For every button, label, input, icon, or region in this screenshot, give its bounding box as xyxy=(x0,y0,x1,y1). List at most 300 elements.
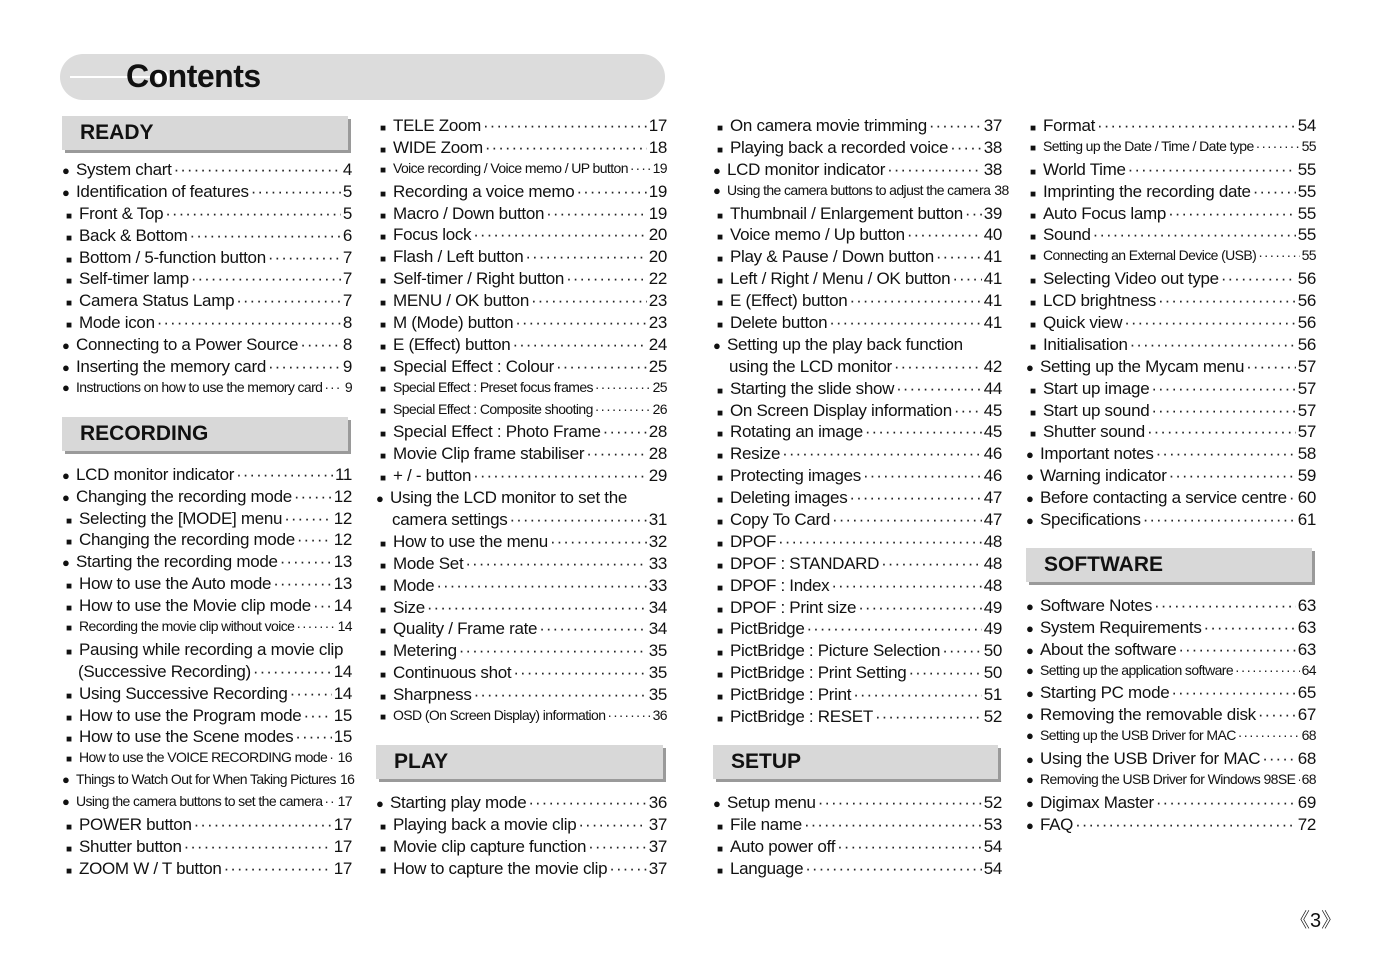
toc-entry[interactable] xyxy=(1026,727,1316,749)
toc-entry[interactable] xyxy=(1026,116,1316,138)
toc-entry-page: 55 xyxy=(1301,137,1316,154)
toc-entry[interactable] xyxy=(713,532,1002,554)
toc-entry-label: DPOF : Index xyxy=(730,575,830,595)
toc-entry-label: ZOOM W / T button xyxy=(79,858,222,878)
toc-entry[interactable] xyxy=(1026,247,1316,269)
toc-entry-label: PictBridge : RESET xyxy=(730,707,873,727)
toc-entry[interactable] xyxy=(713,510,1002,532)
toc-entry[interactable] xyxy=(376,532,667,554)
toc-entry[interactable] xyxy=(62,837,352,859)
toc-entry-page: 38 xyxy=(983,159,1002,179)
toc-entry[interactable] xyxy=(376,269,667,291)
toc-entry-label: Quick view xyxy=(1043,313,1123,333)
toc-entry-label: How to use the Program mode xyxy=(79,705,302,725)
toc-entry[interactable] xyxy=(376,335,667,357)
toc-entry[interactable] xyxy=(62,182,352,204)
toc-entry-page: 48 xyxy=(983,553,1002,573)
bullet-square-icon: ■ xyxy=(717,429,723,441)
toc-entry[interactable] xyxy=(62,859,352,881)
toc-entry-page: 13 xyxy=(333,574,352,594)
toc-entry[interactable] xyxy=(1026,401,1316,423)
toc-entry-page: 14 xyxy=(333,596,352,616)
toc-entry-page: 5 xyxy=(342,181,352,201)
toc-entry[interactable] xyxy=(713,204,1002,226)
toc-entry-page: 57 xyxy=(1297,378,1316,398)
toc-entry[interactable] xyxy=(376,685,667,707)
toc-entry-label: Self-timer lamp xyxy=(79,269,189,289)
toc-entry-label: Pausing while recording a movie clip xyxy=(79,639,344,659)
toc-entry-page: 17 xyxy=(333,858,352,878)
toc-entry-label: About the software xyxy=(1040,639,1177,659)
toc-entry[interactable] xyxy=(713,619,1002,641)
section-heading: READY xyxy=(62,116,348,150)
toc-entry-label: Setting up the Mycam menu xyxy=(1040,356,1245,376)
toc-entry[interactable] xyxy=(376,859,667,881)
dot-leader xyxy=(865,422,982,442)
toc-entry[interactable] xyxy=(713,488,1002,510)
bullet-square-icon: ■ xyxy=(380,320,386,332)
toc-entry[interactable] xyxy=(376,488,667,510)
dot-leader xyxy=(528,793,646,813)
toc-entry-label: Digimax Master xyxy=(1040,792,1154,812)
toc-entry-page: 35 xyxy=(648,685,667,705)
toc-entry[interactable] xyxy=(376,160,667,182)
toc-entry-label: M (Mode) button xyxy=(393,313,514,333)
bullet-circle-icon: ● xyxy=(1026,469,1034,485)
toc-entry-page: 36 xyxy=(648,792,667,812)
toc-entry[interactable] xyxy=(376,598,667,620)
toc-entry[interactable] xyxy=(62,204,352,226)
toc-entry[interactable] xyxy=(376,663,667,685)
toc-entry[interactable] xyxy=(376,576,667,598)
bullet-square-icon: ■ xyxy=(717,407,723,419)
toc-entry[interactable] xyxy=(1026,662,1316,684)
bullet-square-icon: ■ xyxy=(66,603,72,615)
toc-entry-label: Using the camera buttons to set the camera xyxy=(76,793,323,810)
dot-leader xyxy=(1289,488,1296,508)
bullet-circle-icon: ● xyxy=(62,489,70,505)
bullet-circle-icon: ● xyxy=(1026,817,1034,833)
toc-entry[interactable] xyxy=(62,465,352,487)
toc-entry-label: Special Effect : Composite shooting xyxy=(393,400,593,417)
toc-entry[interactable] xyxy=(376,422,667,444)
dot-leader xyxy=(588,837,647,857)
toc-entry[interactable] xyxy=(376,793,667,815)
bullet-circle-icon: ● xyxy=(1026,620,1034,636)
toc-entry[interactable] xyxy=(62,552,352,574)
toc-entry-page: 72 xyxy=(1297,814,1316,834)
toc-entry[interactable] xyxy=(376,379,667,401)
toc-entry-page: 37 xyxy=(983,116,1002,135)
bullet-square-icon: ■ xyxy=(1030,188,1036,200)
toc-entry-label: Play & Pause / Down button xyxy=(730,247,934,267)
toc-entry-page: 53 xyxy=(983,814,1002,834)
toc-entry[interactable] xyxy=(376,466,667,488)
dot-leader xyxy=(778,532,982,552)
dot-leader xyxy=(273,574,331,594)
toc-entry[interactable] xyxy=(713,291,1002,313)
toc-entry-page: 46 xyxy=(983,466,1002,486)
bullet-square-icon: ■ xyxy=(1030,252,1036,264)
toc-entry[interactable] xyxy=(62,379,352,401)
toc-entry-page: 37 xyxy=(648,814,667,834)
bullet-square-icon: ■ xyxy=(1030,298,1036,310)
toc-entry[interactable] xyxy=(713,247,1002,269)
toc-entry[interactable] xyxy=(713,357,1002,379)
dot-leader xyxy=(1151,401,1295,421)
dot-leader xyxy=(609,859,646,879)
toc-entry[interactable] xyxy=(62,487,352,509)
toc-entry[interactable] xyxy=(1026,313,1316,335)
toc-entry[interactable] xyxy=(62,662,352,684)
toc-entry-label: Setup menu xyxy=(727,792,816,812)
toc-entry-label: Delete button xyxy=(730,313,828,333)
bullet-square-icon: ■ xyxy=(380,429,386,441)
toc-entry[interactable] xyxy=(1026,422,1316,444)
toc-entry-page: 20 xyxy=(648,247,667,267)
toc-entry[interactable] xyxy=(62,640,352,662)
toc-entry-label: Voice memo / Up button xyxy=(730,225,905,245)
toc-entry-page: 51 xyxy=(983,685,1002,705)
toc-entry-label: Mode Set xyxy=(393,553,464,573)
toc-entry-label: Before contacting a service centre xyxy=(1040,488,1287,508)
toc-entry[interactable] xyxy=(1026,640,1316,662)
toc-entry[interactable] xyxy=(62,335,352,357)
toc-entry[interactable] xyxy=(713,837,1002,859)
toc-entry[interactable] xyxy=(713,641,1002,663)
toc-entry[interactable] xyxy=(713,138,1002,160)
bullet-square-icon: ■ xyxy=(1030,142,1036,154)
toc-entry[interactable] xyxy=(376,357,667,379)
toc-entry-page: 49 xyxy=(983,619,1002,639)
toc-entry-page: 63 xyxy=(1297,639,1316,659)
dot-leader xyxy=(595,401,651,417)
toc-entry[interactable] xyxy=(376,510,667,532)
toc-entry-label: OSD (On Screen Display) information xyxy=(393,707,606,724)
toc-entry[interactable] xyxy=(62,269,352,291)
toc-entry[interactable] xyxy=(1026,335,1316,357)
bullet-square-icon: ■ xyxy=(380,144,386,156)
toc-entry[interactable] xyxy=(376,401,667,423)
toc-entry[interactable] xyxy=(1026,683,1316,705)
toc-entry[interactable] xyxy=(376,619,667,641)
toc-entry[interactable] xyxy=(713,815,1002,837)
toc-entry[interactable] xyxy=(713,466,1002,488)
toc-entry-page: 48 xyxy=(983,531,1002,551)
bullet-square-icon: ■ xyxy=(66,734,72,746)
toc-entry-page: 9 xyxy=(344,378,352,395)
dot-leader xyxy=(1168,204,1296,224)
toc-entry-page: 12 xyxy=(333,530,352,550)
bullet-circle-icon: ● xyxy=(1026,359,1034,375)
toc-entry-label: PictBridge xyxy=(730,619,805,639)
dot-leader xyxy=(908,663,981,683)
dot-leader xyxy=(251,182,341,202)
bullet-square-icon: ■ xyxy=(380,254,386,266)
bullet-circle-icon: ● xyxy=(62,467,70,483)
toc-entry[interactable] xyxy=(1026,269,1316,291)
dot-leader xyxy=(929,116,982,136)
toc-entry[interactable] xyxy=(713,116,1002,138)
dot-leader xyxy=(1128,160,1296,180)
bullet-square-icon: ■ xyxy=(380,232,386,244)
toc-entry[interactable] xyxy=(376,225,667,247)
dot-leader xyxy=(465,554,646,574)
toc-entry-label: Flash / Left button xyxy=(393,247,524,267)
bullet-circle-icon: ● xyxy=(1026,642,1034,658)
bullet-square-icon: ■ xyxy=(66,232,72,244)
bullet-circle-icon: ● xyxy=(1026,728,1034,744)
toc-entry-label: Removing the USB Driver for Windows 98SE xyxy=(1040,771,1296,788)
dot-leader xyxy=(630,160,651,176)
bullet-square-icon: ■ xyxy=(380,210,386,222)
toc-entry[interactable] xyxy=(376,707,667,729)
bullet-square-icon: ■ xyxy=(66,865,72,877)
bullet-square-icon: ■ xyxy=(380,843,386,855)
toc-entry-page: 44 xyxy=(983,378,1002,398)
toc-entry-label: How to use the Auto mode xyxy=(79,574,272,594)
toc-entry-label: Shutter button xyxy=(79,836,182,856)
toc-entry[interactable] xyxy=(713,554,1002,576)
toc-entry[interactable] xyxy=(62,771,355,793)
toc-entry[interactable] xyxy=(62,291,352,313)
toc-entry-label: Macro / Down button xyxy=(393,203,545,223)
toc-entry-label: Playing back a recorded voice xyxy=(730,137,949,157)
toc-entry[interactable] xyxy=(1026,182,1316,204)
bullet-circle-icon: ● xyxy=(62,379,70,395)
toc-entry[interactable] xyxy=(1026,771,1316,793)
toc-entry-label: Start up sound xyxy=(1043,400,1150,420)
bullet-square-icon: ■ xyxy=(380,363,386,375)
bullet-square-icon: ■ xyxy=(717,582,723,594)
bullet-square-icon: ■ xyxy=(380,341,386,353)
toc-entry[interactable] xyxy=(713,313,1002,335)
toc-entry-page: 68 xyxy=(1301,771,1316,788)
bullet-square-icon: ■ xyxy=(66,754,72,766)
toc-entry[interactable] xyxy=(62,357,352,379)
toc-entry[interactable] xyxy=(1026,488,1316,510)
toc-entry[interactable] xyxy=(713,598,1002,620)
toc-entry-label: Using Successive Recording xyxy=(79,683,288,703)
toc-entry[interactable] xyxy=(62,226,352,248)
toc-entry[interactable] xyxy=(713,859,1002,881)
toc-entry[interactable] xyxy=(713,707,1002,729)
toc-entry[interactable] xyxy=(376,641,667,663)
toc-entry[interactable] xyxy=(713,269,1002,291)
bullet-square-icon: ■ xyxy=(66,210,72,222)
toc-entry[interactable] xyxy=(1026,510,1316,532)
toc-entry[interactable] xyxy=(376,247,667,269)
toc-entry[interactable] xyxy=(62,706,352,728)
toc-entry-page: 46 xyxy=(983,444,1002,464)
toc-entry[interactable] xyxy=(1026,618,1316,640)
toc-entry[interactable] xyxy=(713,335,1002,357)
toc-entry[interactable] xyxy=(62,793,352,815)
dot-leader xyxy=(525,247,646,267)
toc-entry-page: 55 xyxy=(1297,225,1316,245)
toc-entry[interactable] xyxy=(62,509,352,531)
toc-entry[interactable] xyxy=(713,793,1002,815)
toc-entry-page: 34 xyxy=(648,619,667,639)
dot-leader xyxy=(473,466,647,486)
bullet-square-icon: ■ xyxy=(380,298,386,310)
toc-entry-page: 64 xyxy=(1301,661,1316,678)
dot-leader xyxy=(280,552,332,572)
dot-leader xyxy=(190,226,341,246)
bullet-circle-icon: ● xyxy=(62,555,70,571)
dot-leader xyxy=(1156,444,1296,464)
toc-entry-page: 20 xyxy=(648,225,667,245)
dot-leader xyxy=(1235,662,1300,678)
toc-entry[interactable] xyxy=(376,313,667,335)
toc-entry[interactable] xyxy=(713,422,1002,444)
toc-entry-label: Setting up the play back function xyxy=(727,334,963,354)
toc-entry[interactable] xyxy=(376,837,667,859)
toc-entry[interactable] xyxy=(713,379,1002,401)
toc-entry-label: Identification of features xyxy=(76,181,249,201)
toc-entry[interactable] xyxy=(1026,379,1316,401)
toc-entry[interactable] xyxy=(62,596,352,618)
toc-entry-page: 54 xyxy=(983,858,1002,878)
toc-entry-page: 38 xyxy=(994,181,1009,198)
toc-entry-label: Initialisation xyxy=(1043,334,1128,354)
toc-entry-page: 41 xyxy=(983,313,1002,333)
toc-entry[interactable] xyxy=(1026,160,1316,182)
toc-entry-label: Metering xyxy=(393,641,457,661)
bullet-square-icon: ■ xyxy=(717,626,723,638)
dot-leader xyxy=(1158,291,1296,311)
toc-entry[interactable] xyxy=(713,685,1002,707)
dot-leader xyxy=(295,727,331,747)
dot-leader xyxy=(284,509,331,529)
toc-entry-label: Specifications xyxy=(1040,510,1141,530)
toc-entry[interactable] xyxy=(376,291,667,313)
bullet-square-icon: ■ xyxy=(380,405,386,417)
dot-leader xyxy=(603,422,647,442)
dot-leader xyxy=(832,510,982,530)
bullet-square-icon: ■ xyxy=(717,276,723,288)
toc-entry[interactable] xyxy=(713,444,1002,466)
toc-entry[interactable] xyxy=(62,574,352,596)
toc-entry[interactable] xyxy=(1026,225,1316,247)
toc-entry[interactable] xyxy=(1026,204,1316,226)
toc-entry-label: Format xyxy=(1043,116,1096,135)
toc-entry-page: 6 xyxy=(342,225,352,245)
dot-leader xyxy=(1156,793,1296,813)
toc-entry[interactable] xyxy=(62,160,352,182)
dot-leader xyxy=(894,357,982,377)
bullet-square-icon: ■ xyxy=(717,865,723,877)
toc-entry[interactable] xyxy=(713,225,1002,247)
toc-entry[interactable] xyxy=(376,182,667,204)
toc-entry-page: 63 xyxy=(1297,617,1316,637)
bullet-square-icon: ■ xyxy=(380,821,386,833)
section-heading: RECORDING xyxy=(62,417,348,451)
toc-entry[interactable] xyxy=(376,815,667,837)
toc-entry[interactable] xyxy=(713,160,1002,182)
toc-entry-label: Things to Watch Out for When Taking Pictures xyxy=(76,771,336,788)
page-number: 《3》 xyxy=(1290,910,1342,932)
bullet-square-icon: ■ xyxy=(380,451,386,463)
bullet-circle-icon: ● xyxy=(1026,447,1034,463)
toc-entry-page: 35 xyxy=(648,641,667,661)
toc-entry-page: 11 xyxy=(334,464,352,484)
toc-entry-page: 55 xyxy=(1301,247,1316,264)
toc-entry[interactable] xyxy=(62,815,352,837)
dot-leader xyxy=(236,465,333,485)
toc-entry[interactable] xyxy=(713,181,1009,204)
toc-entry[interactable] xyxy=(376,444,667,466)
toc-entry[interactable] xyxy=(62,248,352,270)
toc-entry[interactable] xyxy=(1026,705,1316,727)
bullet-square-icon: ■ xyxy=(717,495,723,507)
toc-entry[interactable] xyxy=(62,684,352,706)
toc-entry[interactable] xyxy=(62,727,352,749)
toc-entry-label: Inserting the memory card xyxy=(76,357,266,377)
toc-entry[interactable] xyxy=(376,554,667,576)
toc-entry[interactable] xyxy=(1026,815,1316,837)
dot-leader xyxy=(1147,422,1296,442)
dot-leader xyxy=(1151,379,1295,399)
dot-leader xyxy=(858,598,981,618)
toc-entry[interactable] xyxy=(1026,291,1316,313)
dot-leader xyxy=(184,837,332,857)
dot-leader xyxy=(324,793,335,809)
bullet-square-icon: ■ xyxy=(66,515,72,527)
toc-entry[interactable] xyxy=(376,204,667,226)
toc-entry-label: DPOF xyxy=(730,531,777,551)
toc-entry-page: 41 xyxy=(983,291,1002,311)
dot-leader xyxy=(556,357,647,377)
toc-entry-label: Special Effect : Colour xyxy=(393,356,554,376)
toc-entry[interactable] xyxy=(713,663,1002,685)
toc-entry[interactable] xyxy=(1026,749,1316,771)
toc-entry[interactable] xyxy=(62,313,352,335)
toc-entry-page: 55 xyxy=(1297,159,1316,179)
toc-entry[interactable] xyxy=(1026,444,1316,466)
toc-entry-label: Setting up the application software xyxy=(1040,661,1234,678)
toc-entry[interactable] xyxy=(376,138,667,160)
toc-entry[interactable] xyxy=(1026,138,1316,160)
toc-entry[interactable] xyxy=(1026,357,1316,379)
toc-entry-label: Focus lock xyxy=(393,225,472,245)
toc-entry-label: Sharpness xyxy=(393,685,472,705)
toc-entry-label: On Screen Display information xyxy=(730,400,952,420)
dot-leader xyxy=(1297,771,1299,787)
bullet-square-icon: ■ xyxy=(380,188,386,200)
toc-entry-label: Rotating an image xyxy=(730,422,863,442)
toc-entry-label: E (Effect) button xyxy=(730,291,848,311)
toc-entry[interactable] xyxy=(1026,466,1316,488)
bullet-square-icon: ■ xyxy=(717,123,723,134)
bullet-square-icon: ■ xyxy=(66,298,72,310)
toc-entry[interactable] xyxy=(1026,793,1316,815)
toc-entry-page: 13 xyxy=(333,552,352,572)
toc-entry-label: LCD monitor indicator xyxy=(727,159,886,179)
toc-entry[interactable] xyxy=(62,749,352,771)
toc-entry[interactable] xyxy=(713,576,1002,598)
dot-leader xyxy=(165,204,341,224)
bullet-circle-icon: ● xyxy=(62,794,70,810)
toc-entry[interactable] xyxy=(62,618,352,640)
toc-entry-page: 49 xyxy=(983,597,1002,617)
toc-entry[interactable] xyxy=(62,530,352,552)
toc-entry[interactable] xyxy=(1026,596,1316,618)
toc-entry[interactable] xyxy=(713,401,1002,423)
toc-entry[interactable] xyxy=(376,116,667,138)
toc-entry-page: 8 xyxy=(342,313,352,333)
toc-entry-page: 39 xyxy=(983,203,1002,223)
